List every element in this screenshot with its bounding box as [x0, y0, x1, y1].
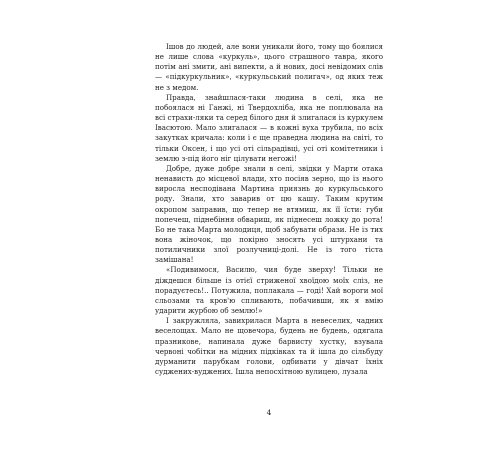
- paragraph-4: «Подивимося, Василю, чия буде зверху! Тільки не діждешся більше із отієї стриженої хвоїдою моїх сліз, не порадуєтесь!.. Потужила, поплакала — годі! Хай вороги мої сльозами та кров'ю спливають, побачивши, як я вмію ударити журбою об землю!»: [155, 265, 383, 316]
- paragraph-3: Добре, дуже добре знали в селі, звідки у Марти отака ненависть до місцевої влади, хто посіяв зерно, що із нього виросла несподівана Мартина приязнь до куркульського роду. Знали, хто заварив от цю кашу. Таким крутим окропом заправив, що тепер не втямиш, як її їсти: губи попечеш, піднебіння обвариш, як піднесеш ложку до рота! Бо не така Марта молодиця, щоб забувати образи. Не із тих вона жіночок, що покірно зносять усі штурхани та потиличники злої розлучниці-долі. Не із того тіста замішана!: [155, 163, 383, 265]
- page-number: 4: [266, 408, 272, 417]
- paragraph-2: Правда, знайшлася-таки людина в селі, яка не побоялася ні Ганжі, ні Твердохліба, яка не поплювала на всі страхи-ляки та серед білого дня й злигалася із куркулем Івасютою. Мало злигалася — в кожні вуха трубила, по всіх закутках кричала: коли і є ще праведна людина на світі, то тільки Оксен, і що усі оті сільрадівці, усі оті комітетники і землю з-під його ніг цілувати негожі!: [155, 92, 383, 163]
- text-block: [155, 42, 383, 377]
- paragraph-5: І закружляла, завихрилася Марта в невеселих, чадних веселощах. Мало не щовечора, будень не будень, одягала празникове, напинала дуже барвисту хустку, взувала червоні чобітки на мідних підківках та й ішла до сільбуду дурманити парубкам голови, одбивати у дівчат їхніх суджених-вуджених. Ішла непосхітною вулицею, лузала: [155, 316, 383, 376]
- paragraph-1: Ішов до людей, але вони уникали його, тому що боялися не лише слова «куркуль», цього страшного тавра, якого потім ані змити, ані випекти, а й нових, досі невідомих слів — «підкуркульник», «куркульський полигач», од яких теж не з медом.: [155, 42, 383, 92]
